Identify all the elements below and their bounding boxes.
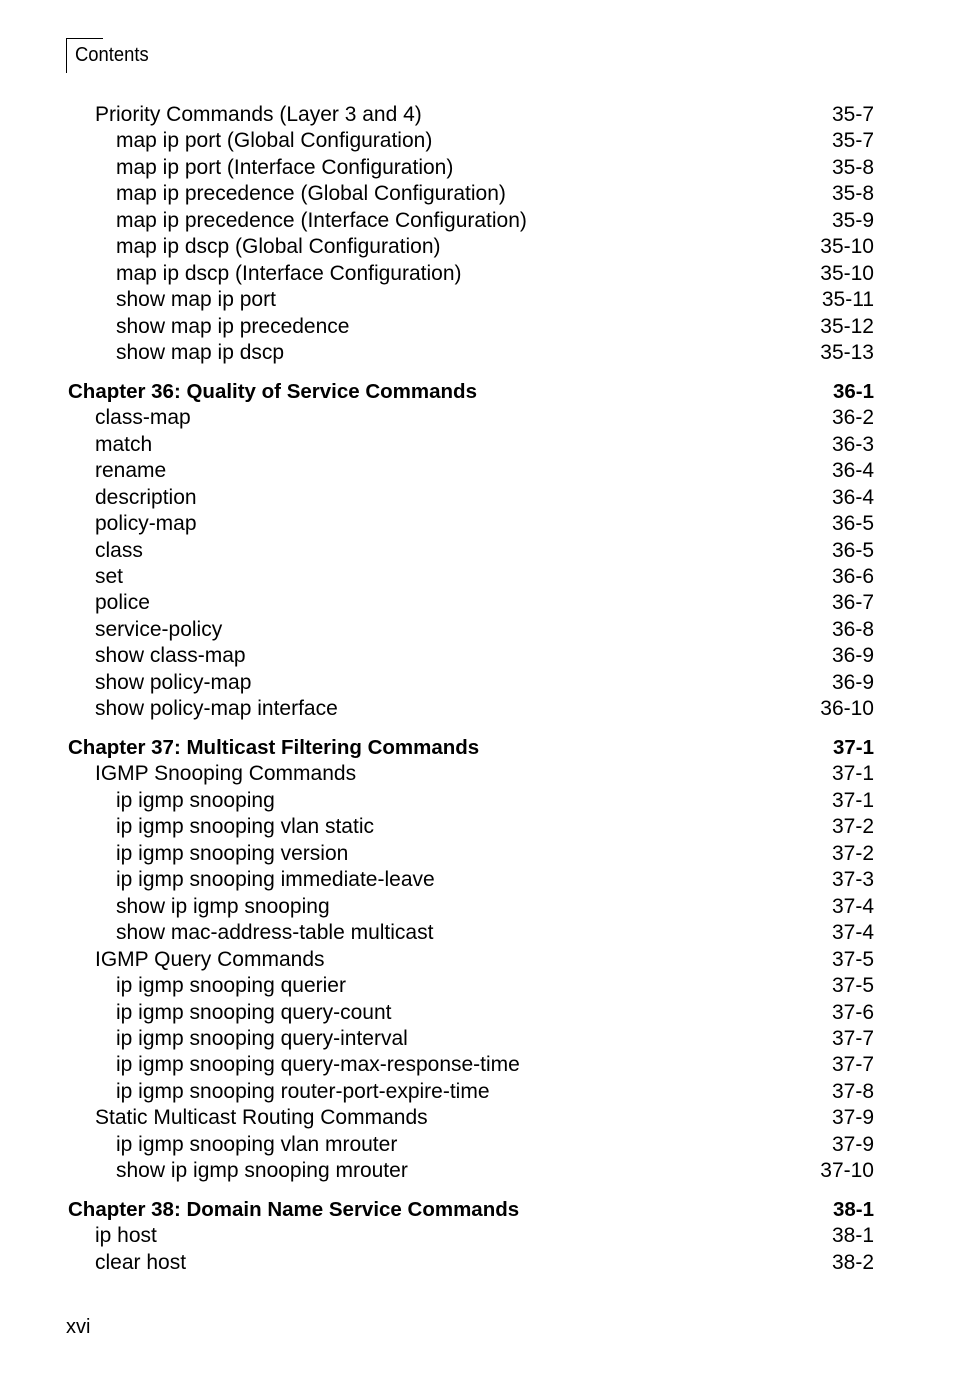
- toc-entry[interactable]: [0, 761, 954, 787]
- toc-entry[interactable]: [0, 920, 954, 946]
- toc-entry[interactable]: [0, 208, 954, 234]
- toc-entry-title: show policy-map interface: [95, 697, 338, 721]
- toc-entry[interactable]: [0, 405, 954, 431]
- toc-entry-page: 36-5: [831, 512, 874, 535]
- toc-entry-page: 35-13: [820, 341, 874, 364]
- toc-entry-page: 35-12: [820, 314, 874, 338]
- toc-entry-title: show policy-map: [95, 670, 252, 694]
- toc-entry-title: show mac-address-table multicast: [116, 921, 434, 945]
- toc-entry-page: 37-5: [831, 974, 874, 997]
- toc-entry-title: Priority Commands (Layer 3 and 4): [95, 103, 422, 126]
- toc-entry-page: 36-10: [820, 697, 874, 721]
- toc-entry-page: 37-9: [831, 1106, 874, 1130]
- toc-entry-page: 36-8: [831, 617, 874, 641]
- toc-entry[interactable]: [0, 643, 954, 669]
- toc-entry-title: show ip igmp snooping: [116, 894, 330, 918]
- running-header: Contents: [75, 44, 149, 66]
- toc-entry-title: description: [95, 485, 197, 509]
- toc-entry-page: 35-8: [831, 182, 874, 206]
- toc-entry-page: 36-2: [831, 406, 874, 430]
- toc-entry-page: 38-2: [831, 1250, 874, 1274]
- toc-entry[interactable]: [0, 590, 954, 616]
- toc-entry[interactable]: [0, 1105, 954, 1131]
- toc-entry-title: service-policy: [95, 617, 223, 641]
- toc-entry[interactable]: [0, 234, 954, 260]
- toc-entry-page: 36-5: [831, 538, 874, 562]
- toc-entry-title: IGMP Query Commands: [95, 947, 325, 971]
- toc-entry-page: 37-6: [831, 1000, 874, 1024]
- toc-entry[interactable]: [0, 261, 954, 287]
- toc-entry-title: map ip port (Global Configuration): [116, 129, 433, 153]
- toc-entry-title: ip igmp snooping query-count: [116, 1000, 392, 1024]
- toc-entry[interactable]: [0, 696, 954, 722]
- toc-entry-title: show map ip dscp: [116, 341, 285, 364]
- toc-entry[interactable]: [0, 1132, 954, 1158]
- toc-entry-page: 37-3: [831, 868, 874, 892]
- toc-entry-page: 37-7: [831, 1026, 874, 1050]
- toc-entry[interactable]: [0, 894, 954, 920]
- toc-entry-page: 35-11: [821, 288, 874, 312]
- toc-entry-title: IGMP Snooping Commands: [95, 762, 357, 786]
- toc-entry-title: ip igmp snooping query-interval: [116, 1026, 408, 1050]
- toc-chapter-entry[interactable]: [0, 1197, 954, 1223]
- toc-entry[interactable]: [0, 155, 954, 181]
- toc-entry-title: policy-map: [95, 512, 197, 535]
- toc-entry-title: class: [95, 538, 143, 562]
- toc-entry-title: map ip precedence (Global Configuration): [116, 182, 506, 206]
- toc-entry-page: 36-7: [831, 591, 874, 615]
- toc-entry[interactable]: [0, 314, 954, 340]
- toc-entry-page: 35-8: [831, 155, 874, 179]
- toc-entry-page: 36-9: [831, 670, 874, 694]
- toc-entry-title: show map ip port: [116, 288, 276, 312]
- toc-entry[interactable]: [0, 102, 954, 128]
- toc-entry-title: Static Multicast Routing Commands: [95, 1106, 428, 1130]
- toc-entry-page: 36-4: [831, 485, 874, 509]
- toc-entry-title: ip igmp snooping router-port-expire-time: [116, 1079, 490, 1103]
- toc-entry-page: 37-8: [831, 1079, 874, 1103]
- toc-entry-title: match: [95, 432, 153, 456]
- toc-entry-title: Chapter 38: Domain Name Service Commands: [68, 1197, 520, 1221]
- toc-entry-page: 37-2: [831, 841, 874, 865]
- toc-chapter-entry[interactable]: [0, 735, 954, 761]
- toc-entry[interactable]: [0, 841, 954, 867]
- toc-entry[interactable]: [0, 1052, 954, 1078]
- toc-entry-title: map ip dscp (Global Configuration): [116, 235, 441, 259]
- toc-entry-title: ip igmp snooping querier: [116, 974, 346, 997]
- toc-entry[interactable]: [0, 867, 954, 893]
- toc-entry-page: 37-1: [832, 736, 874, 759]
- toc-entry[interactable]: [0, 973, 954, 999]
- toc-entry-title: map ip port (Interface Configuration): [116, 155, 454, 179]
- toc-entry[interactable]: [0, 432, 954, 458]
- toc-entry[interactable]: [0, 814, 954, 840]
- toc-entry[interactable]: [0, 1250, 954, 1276]
- toc-entry-page: 37-9: [831, 1132, 874, 1156]
- toc-entry[interactable]: [0, 1026, 954, 1052]
- toc-entry-page: 37-1: [831, 762, 874, 786]
- toc-entry-page: 37-10: [820, 1159, 874, 1183]
- toc-entry-title: ip igmp snooping immediate-leave: [116, 868, 435, 892]
- toc-entry-title: police: [95, 591, 150, 615]
- toc-entry[interactable]: [0, 617, 954, 643]
- toc-entry-title: map ip dscp (Interface Configuration): [116, 261, 462, 285]
- toc-entry-page: 35-7: [831, 103, 874, 126]
- toc-entry-title: show map ip precedence: [116, 314, 350, 338]
- toc-entry-page: 35-7: [831, 129, 874, 153]
- toc-entry-page: 37-4: [831, 894, 874, 918]
- toc-entry-title: ip igmp snooping vlan static: [116, 815, 374, 839]
- toc-entry-page: 36-9: [831, 644, 874, 668]
- toc-entry-title: Chapter 37: Multicast Filtering Commands: [68, 736, 480, 759]
- toc-entry-title: ip igmp snooping vlan mrouter: [116, 1132, 398, 1156]
- toc-entry-page: 38-1: [831, 1224, 874, 1248]
- toc-entry[interactable]: [0, 1223, 954, 1249]
- toc-entry-title: rename: [95, 459, 167, 483]
- toc-entry-page: 36-3: [831, 432, 874, 456]
- toc-entry-title: clear host: [95, 1250, 187, 1274]
- toc-entry-page: 37-4: [831, 921, 874, 945]
- toc-entry-title: ip host: [95, 1224, 157, 1248]
- toc-entry-title: show class-map: [95, 644, 246, 668]
- toc-entry-page: 35-10: [820, 261, 874, 285]
- toc-entry-page: 37-5: [831, 947, 874, 971]
- toc-entry[interactable]: [0, 458, 954, 484]
- toc-entry[interactable]: [0, 340, 954, 366]
- toc-entry-title: ip igmp snooping version: [116, 841, 349, 865]
- toc-entry[interactable]: [0, 538, 954, 564]
- toc-entry[interactable]: [0, 511, 954, 537]
- toc-entry-page: 35-10: [820, 235, 874, 259]
- toc-entry-page: 36-4: [831, 459, 874, 483]
- toc-chapter-entry[interactable]: [0, 379, 954, 405]
- toc-entry[interactable]: [0, 1158, 954, 1184]
- toc-entry-page: 36-1: [832, 379, 874, 403]
- page-number: xvi: [66, 1316, 91, 1338]
- toc-entry[interactable]: [0, 1000, 954, 1026]
- toc-entry-title: class-map: [95, 406, 191, 430]
- toc-entry[interactable]: [0, 1079, 954, 1105]
- toc-entry[interactable]: [0, 670, 954, 696]
- toc-entry[interactable]: [0, 181, 954, 207]
- toc-entry-title: show ip igmp snooping mrouter: [116, 1159, 408, 1183]
- toc-entry-title: ip igmp snooping query-max-response-time: [116, 1053, 520, 1077]
- toc-entry[interactable]: [0, 287, 954, 313]
- toc-entry-title: set: [95, 564, 124, 588]
- toc-entry[interactable]: [0, 485, 954, 511]
- toc-entry-title: map ip precedence (Interface Configuration): [116, 208, 527, 232]
- toc-entry-page: 38-1: [832, 1197, 874, 1221]
- toc-entry-page: 37-7: [831, 1053, 874, 1077]
- toc-entry[interactable]: [0, 564, 954, 590]
- toc-entry-title: Chapter 36: Quality of Service Commands: [68, 379, 477, 403]
- toc-entry-title: ip igmp snooping: [116, 788, 275, 812]
- toc-entry-page: 36-6: [831, 564, 874, 588]
- toc-entry-page: 37-1: [831, 788, 874, 812]
- toc-entry[interactable]: [0, 788, 954, 814]
- toc-entry[interactable]: [0, 947, 954, 973]
- toc-entry[interactable]: [0, 128, 954, 154]
- toc-entry-page: 37-2: [831, 815, 874, 839]
- toc-entry-page: 35-9: [831, 208, 874, 232]
